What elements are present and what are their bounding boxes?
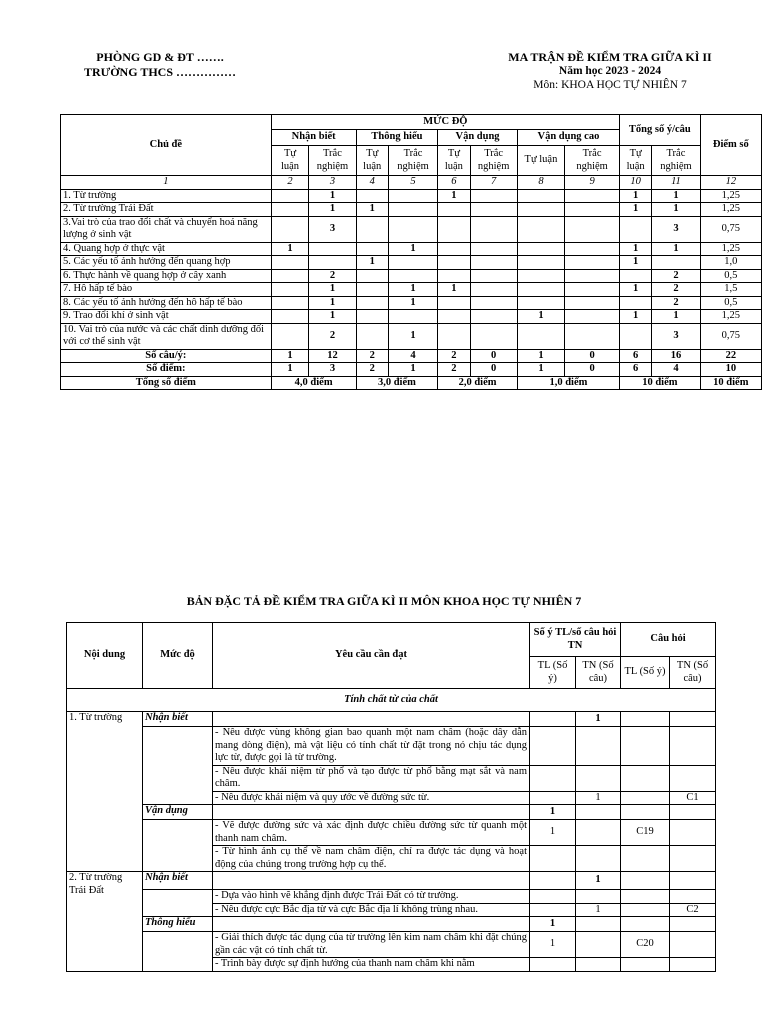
matrix-summary-cell: 22 bbox=[700, 349, 761, 363]
matrix-summary-cell: 6 bbox=[620, 363, 652, 377]
matrix-header-understand: Thông hiểu bbox=[356, 130, 438, 146]
matrix-cell: 1 bbox=[388, 296, 437, 310]
matrix-cell bbox=[470, 203, 517, 217]
matrix-cell bbox=[388, 203, 437, 217]
spec-count-tn: 1 bbox=[576, 712, 621, 727]
matrix-score-cell: 1,25 bbox=[700, 203, 761, 217]
matrix-cell: 1 bbox=[652, 242, 700, 256]
matrix-sub-tl: Tự luận bbox=[438, 146, 470, 176]
spec-requirement: - Nêu được cực Bắc địa từ và cực Bắc địa lí không trùng nhau. bbox=[213, 903, 530, 917]
matrix-row bbox=[61, 216, 762, 242]
school-name: TRƯỜNG THCS …………… bbox=[83, 65, 236, 79]
matrix-cell: 1 bbox=[309, 203, 356, 217]
matrix-cell: 1 bbox=[356, 256, 388, 270]
spec-sub-tl: TL (Số ý) bbox=[530, 657, 576, 689]
matrix-summary-cell: 0 bbox=[470, 363, 517, 377]
matrix-sub-tl: Tự luận bbox=[620, 146, 652, 176]
matrix-cell bbox=[438, 216, 470, 242]
index-cell: 1 bbox=[61, 176, 272, 190]
exam-title: MA TRẬN ĐỀ KIỂM TRA GIỮA KÌ II bbox=[508, 50, 712, 64]
matrix-cell bbox=[565, 310, 620, 324]
spec-count-tn: 1 bbox=[576, 791, 621, 805]
matrix-score-cell: 1,25 bbox=[700, 242, 761, 256]
matrix-summary-cell: 1 bbox=[517, 363, 564, 377]
spec-question-tl: C19 bbox=[621, 820, 670, 846]
matrix-cell bbox=[271, 256, 309, 270]
matrix-header-score: Điểm số bbox=[700, 115, 761, 176]
matrix-cell bbox=[356, 283, 388, 297]
total-recognize: 4,0 điểm bbox=[271, 376, 356, 390]
matrix-cell bbox=[565, 269, 620, 283]
matrix-row bbox=[61, 203, 762, 217]
matrix-summary-cell: 1 bbox=[271, 363, 309, 377]
matrix-count-row bbox=[61, 349, 762, 363]
matrix-topic: 4. Quang hợp ở thực vật bbox=[61, 242, 272, 256]
matrix-cell bbox=[470, 256, 517, 270]
matrix-cell bbox=[438, 296, 470, 310]
matrix-index-row bbox=[61, 176, 762, 190]
spec-header-count: Số ý TL/số câu hỏi TN bbox=[530, 623, 621, 657]
matrix-cell bbox=[271, 310, 309, 324]
matrix-sub-tl: Tự luận bbox=[271, 146, 309, 176]
matrix-sub-tn: Trắc nghiệm bbox=[652, 146, 700, 176]
matrix-cell: 1 bbox=[271, 242, 309, 256]
matrix-cell bbox=[620, 269, 652, 283]
assessment-matrix-table bbox=[60, 114, 762, 390]
matrix-summary-cell: 3 bbox=[309, 363, 356, 377]
subject-name: Môn: KHOA HỌC TỰ NHIÊN 7 bbox=[533, 79, 687, 91]
matrix-cell bbox=[388, 216, 437, 242]
matrix-cell bbox=[565, 203, 620, 217]
matrix-cell bbox=[271, 296, 309, 310]
matrix-row bbox=[61, 296, 762, 310]
matrix-score-cell: 1,5 bbox=[700, 283, 761, 297]
matrix-cell bbox=[517, 189, 564, 203]
matrix-cell: 1 bbox=[388, 323, 437, 349]
spec-requirement: - Nêu được khái niệm từ phổ và tạo được từ phổ bằng mạt sắt và nam châm. bbox=[213, 765, 530, 791]
spec-question-tn: C2 bbox=[670, 903, 716, 917]
matrix-header-recognize: Nhận biết bbox=[271, 130, 356, 146]
index-cell: 8 bbox=[517, 176, 564, 190]
matrix-cell bbox=[517, 323, 564, 349]
matrix-score-cell: 0,75 bbox=[700, 323, 761, 349]
matrix-cell: 2 bbox=[652, 296, 700, 310]
matrix-sub-tn: Trắc nghiệm bbox=[388, 146, 437, 176]
total-understand: 3,0 điểm bbox=[356, 376, 438, 390]
matrix-cell bbox=[565, 296, 620, 310]
matrix-cell bbox=[438, 323, 470, 349]
matrix-cell: 2 bbox=[652, 269, 700, 283]
matrix-cell bbox=[271, 203, 309, 217]
matrix-total-row bbox=[61, 376, 762, 390]
matrix-cell bbox=[356, 310, 388, 324]
matrix-cell bbox=[470, 296, 517, 310]
matrix-cell bbox=[565, 323, 620, 349]
matrix-score-cell: 1,25 bbox=[700, 189, 761, 203]
matrix-cell: 1 bbox=[309, 310, 356, 324]
matrix-cell: 1 bbox=[438, 189, 470, 203]
matrix-cell bbox=[517, 203, 564, 217]
specification-table bbox=[66, 622, 716, 972]
matrix-cell bbox=[388, 269, 437, 283]
matrix-cell bbox=[438, 203, 470, 217]
spec-requirement: - Nêu được khái niệm và quy ước về đường sức từ. bbox=[213, 791, 530, 805]
matrix-cell bbox=[470, 189, 517, 203]
matrix-row bbox=[61, 283, 762, 297]
spec-requirement: - Dựa vào hình vẽ khẳng định được Trái Đất có từ trường. bbox=[213, 890, 530, 904]
matrix-header-level: MỨC ĐỘ bbox=[271, 115, 619, 130]
matrix-cell: 2 bbox=[309, 323, 356, 349]
total-score: 10 điểm bbox=[700, 376, 761, 390]
matrix-cell: 1 bbox=[309, 296, 356, 310]
matrix-cell: 3 bbox=[309, 216, 356, 242]
matrix-cell bbox=[271, 189, 309, 203]
spec-sub-tn: TN (Số câu) bbox=[576, 657, 621, 689]
matrix-cell: 1 bbox=[620, 256, 652, 270]
matrix-summary-cell: 1 bbox=[388, 363, 437, 377]
spec-header-content: Nội dung bbox=[67, 623, 143, 689]
spec-sub-tn: TN (Số câu) bbox=[670, 657, 716, 689]
matrix-summary-cell: 2 bbox=[356, 349, 388, 363]
matrix-cell bbox=[517, 216, 564, 242]
matrix-summary-cell: 10 bbox=[700, 363, 761, 377]
matrix-cell: 1 bbox=[620, 283, 652, 297]
spec-level-apply: Vận dụng bbox=[143, 805, 213, 820]
matrix-topic: 3.Vai trò của trao đổi chất và chuyển hoá năng lượng ở sinh vật bbox=[61, 216, 272, 242]
matrix-header-apply: Vận dụng bbox=[438, 130, 518, 146]
matrix-cell bbox=[438, 242, 470, 256]
spec-level-recognize: Nhận biết bbox=[143, 872, 213, 890]
matrix-summary-cell: 6 bbox=[620, 349, 652, 363]
spec-header-requirement: Yêu cầu cần đạt bbox=[213, 623, 530, 689]
matrix-cell: 1 bbox=[438, 283, 470, 297]
matrix-cell bbox=[470, 323, 517, 349]
index-cell: 3 bbox=[309, 176, 356, 190]
matrix-cell: 1 bbox=[620, 242, 652, 256]
matrix-sub-tn: Trắc nghiệm bbox=[470, 146, 517, 176]
spec-requirement: - Trình bày được sự định hướng của thanh nam châm khi nằm bbox=[213, 958, 530, 972]
spec-section-title: Tính chất từ của chất bbox=[67, 689, 716, 712]
spec-level-recognize: Nhận biết bbox=[143, 712, 213, 727]
matrix-summary-cell: 2 bbox=[356, 363, 388, 377]
matrix-cell bbox=[517, 283, 564, 297]
matrix-cell bbox=[470, 310, 517, 324]
matrix-cell bbox=[356, 269, 388, 283]
index-cell: 7 bbox=[470, 176, 517, 190]
matrix-cell bbox=[356, 242, 388, 256]
matrix-sub-tn: Trắc nghiệm bbox=[309, 146, 356, 176]
matrix-body bbox=[61, 189, 762, 349]
matrix-summary-cell: 1 bbox=[271, 349, 309, 363]
spec-sub-tl: TL (Số ý) bbox=[621, 657, 670, 689]
matrix-topic: 8. Các yếu tố ảnh hưởng đến hô hấp tế bào bbox=[61, 296, 272, 310]
spec-requirement: - Nêu được vùng không gian bao quanh một nam châm (hoặc dây dẫn mang dòng điện), mà vật liệu có tính chất từ đặt trong nó chịu tác dụng lực từ, được gọi là từ trường. bbox=[213, 727, 530, 766]
matrix-cell bbox=[652, 256, 700, 270]
matrix-cell: 1 bbox=[388, 242, 437, 256]
matrix-cell bbox=[271, 283, 309, 297]
matrix-topic: 9. Trao đổi khí ở sinh vật bbox=[61, 310, 272, 324]
spec-title: BẢN ĐẶC TẢ ĐỀ KIỂM TRA GIỮA KÌ II MÔN KHOA HỌC TỰ NHIÊN 7 bbox=[186, 594, 582, 608]
matrix-score-cell: 1,0 bbox=[700, 256, 761, 270]
matrix-cell bbox=[356, 296, 388, 310]
total-sum: 10 điểm bbox=[620, 376, 701, 390]
total-label: Tổng số điểm bbox=[61, 376, 272, 390]
matrix-summary-cell: 12 bbox=[309, 349, 356, 363]
spec-count-tl: 1 bbox=[530, 917, 576, 932]
matrix-cell: 1 bbox=[356, 203, 388, 217]
matrix-cell bbox=[271, 323, 309, 349]
spec-question-tn: C1 bbox=[670, 791, 716, 805]
matrix-cell bbox=[517, 296, 564, 310]
matrix-cell bbox=[470, 269, 517, 283]
matrix-cell: 3 bbox=[652, 323, 700, 349]
matrix-cell: 1 bbox=[517, 310, 564, 324]
matrix-topic: 1. Từ trường bbox=[61, 189, 272, 203]
spec-header-level: Mức độ bbox=[143, 623, 213, 689]
matrix-cell: 1 bbox=[652, 203, 700, 217]
matrix-cell: 1 bbox=[620, 203, 652, 217]
matrix-summary-cell: 0 bbox=[565, 363, 620, 377]
matrix-cell: 2 bbox=[652, 283, 700, 297]
matrix-cell bbox=[356, 216, 388, 242]
matrix-row bbox=[61, 310, 762, 324]
matrix-score-cell: 0,75 bbox=[700, 216, 761, 242]
matrix-sub-tn: Trắc nghiệm bbox=[565, 146, 620, 176]
matrix-cell: 1 bbox=[652, 189, 700, 203]
matrix-row bbox=[61, 269, 762, 283]
spec-header-question: Câu hỏi bbox=[621, 623, 716, 657]
matrix-topic: 5. Các yếu tố ảnh hưởng đến quang hợp bbox=[61, 256, 272, 270]
matrix-sub-tl: Tự luận bbox=[517, 146, 564, 176]
matrix-cell bbox=[565, 242, 620, 256]
matrix-score-row bbox=[61, 363, 762, 377]
matrix-summary-cell: 0 bbox=[565, 349, 620, 363]
matrix-cell bbox=[565, 189, 620, 203]
matrix-score-cell: 0,5 bbox=[700, 269, 761, 283]
matrix-cell bbox=[388, 256, 437, 270]
matrix-topic: 6. Thực hành về quang hợp ở cây xanh bbox=[61, 269, 272, 283]
index-cell: 4 bbox=[356, 176, 388, 190]
matrix-cell bbox=[565, 216, 620, 242]
matrix-cell bbox=[309, 242, 356, 256]
spec-question-tl: C20 bbox=[621, 932, 670, 958]
matrix-summary-cell: 16 bbox=[652, 349, 700, 363]
matrix-row bbox=[61, 256, 762, 270]
department-name: PHÒNG GD & ĐT ……. bbox=[96, 50, 224, 64]
matrix-score-cell: 0,5 bbox=[700, 296, 761, 310]
spec-level-understand: Thông hiểu bbox=[143, 917, 213, 932]
matrix-cell bbox=[620, 323, 652, 349]
index-cell: 2 bbox=[271, 176, 309, 190]
matrix-cell bbox=[565, 256, 620, 270]
spec-count-tl: 1 bbox=[530, 820, 576, 846]
matrix-cell: 1 bbox=[620, 189, 652, 203]
matrix-cell: 1 bbox=[309, 283, 356, 297]
spec-topic-2: 2. Từ trường Trái Đất bbox=[67, 872, 143, 972]
matrix-cell bbox=[271, 216, 309, 242]
matrix-summary-cell: 4 bbox=[652, 363, 700, 377]
matrix-cell bbox=[620, 216, 652, 242]
matrix-cell bbox=[517, 269, 564, 283]
matrix-summary-cell: 4 bbox=[388, 349, 437, 363]
matrix-summary-cell: 2 bbox=[438, 363, 470, 377]
spec-topic-1: 1. Từ trường bbox=[67, 712, 143, 872]
department-header bbox=[80, 50, 240, 80]
spec-count-tl: 1 bbox=[530, 805, 576, 820]
matrix-cell: 3 bbox=[652, 216, 700, 242]
matrix-cell: 1 bbox=[652, 310, 700, 324]
index-cell: 11 bbox=[652, 176, 700, 190]
matrix-topic: 7. Hô hấp tế bào bbox=[61, 283, 272, 297]
matrix-cell bbox=[620, 296, 652, 310]
matrix-cell bbox=[309, 256, 356, 270]
score-label: Số điểm: bbox=[61, 363, 272, 377]
matrix-cell bbox=[438, 310, 470, 324]
matrix-cell bbox=[517, 242, 564, 256]
matrix-cell: 1 bbox=[309, 189, 356, 203]
index-cell: 9 bbox=[565, 176, 620, 190]
matrix-cell bbox=[388, 310, 437, 324]
total-apply: 2,0 điểm bbox=[438, 376, 518, 390]
matrix-cell bbox=[438, 256, 470, 270]
spec-requirement: - Từ hình ảnh cụ thể về nam châm điện, chỉ ra được tác dụng và hoạt động của chúng trong trường hợp cụ thể. bbox=[213, 846, 530, 872]
matrix-row bbox=[61, 242, 762, 256]
index-cell: 12 bbox=[700, 176, 761, 190]
matrix-cell bbox=[438, 269, 470, 283]
matrix-summary-cell: 1 bbox=[517, 349, 564, 363]
matrix-cell bbox=[517, 256, 564, 270]
matrix-cell bbox=[388, 189, 437, 203]
spec-count-tl: 1 bbox=[530, 932, 576, 958]
total-apply-high: 1,0 điểm bbox=[517, 376, 619, 390]
matrix-sub-tl: Tự luận bbox=[356, 146, 388, 176]
matrix-summary-cell: 2 bbox=[438, 349, 470, 363]
matrix-row bbox=[61, 323, 762, 349]
spec-requirement: - Giải thích được tác dụng của từ trường lên kim nam châm khi đặt chúng gần các vật có tính chất từ. bbox=[213, 932, 530, 958]
matrix-header-topic: Chủ đề bbox=[61, 115, 272, 176]
matrix-cell bbox=[470, 242, 517, 256]
matrix-cell: 1 bbox=[388, 283, 437, 297]
matrix-cell bbox=[356, 189, 388, 203]
matrix-topic: 10. Vai trò của nước và các chất dinh dưỡng đối với cơ thể sinh vật bbox=[61, 323, 272, 349]
index-cell: 6 bbox=[438, 176, 470, 190]
matrix-cell bbox=[356, 323, 388, 349]
spec-count-tn: 1 bbox=[576, 872, 621, 890]
index-cell: 10 bbox=[620, 176, 652, 190]
count-label: Số câu/ý: bbox=[61, 349, 272, 363]
school-year: Năm học 2023 - 2024 bbox=[558, 65, 662, 77]
matrix-cell bbox=[565, 283, 620, 297]
matrix-header-apply-high: Vận dụng cao bbox=[517, 130, 619, 146]
spec-count-tn: 1 bbox=[576, 903, 621, 917]
matrix-topic: 2. Từ trường Trái Đất bbox=[61, 203, 272, 217]
matrix-cell: 2 bbox=[309, 269, 356, 283]
matrix-score-cell: 1,25 bbox=[700, 310, 761, 324]
matrix-cell bbox=[470, 283, 517, 297]
matrix-cell bbox=[470, 216, 517, 242]
matrix-row bbox=[61, 189, 762, 203]
index-cell: 5 bbox=[388, 176, 437, 190]
matrix-cell: 1 bbox=[620, 310, 652, 324]
matrix-header-total: Tổng số ý/câu bbox=[620, 115, 701, 146]
exam-header bbox=[478, 50, 742, 92]
spec-requirement: - Vẽ được đường sức và xác định được chiều đường sức từ quanh một thanh nam châm. bbox=[213, 820, 530, 846]
matrix-summary-cell: 0 bbox=[470, 349, 517, 363]
matrix-cell bbox=[271, 269, 309, 283]
